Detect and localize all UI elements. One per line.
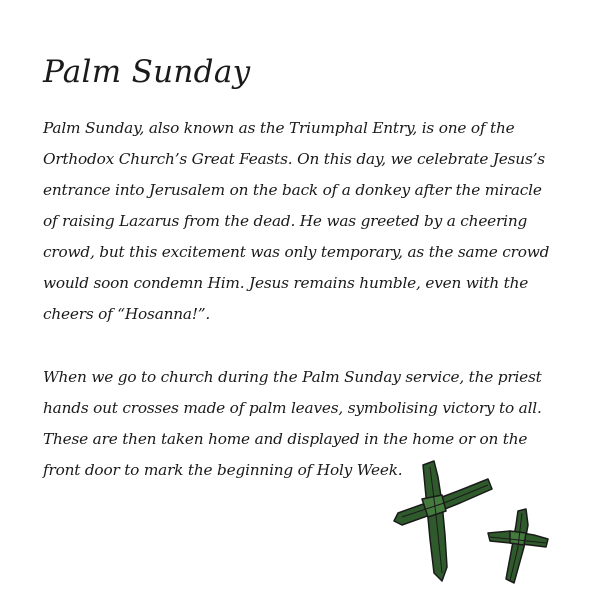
paragraph-intro — [43, 113, 549, 330]
palm-crosses-icon — [390, 455, 560, 595]
paragraph-line: of raising Lazarus from the dead. He was greeted by a cheering — [43, 212, 528, 230]
paragraph-line: hands out crosses made of palm leaves, symbolising victory to all. — [43, 399, 542, 417]
paragraph-line: front door to mark the beginning of Holy Week. — [43, 461, 403, 479]
paragraph-line: When we go to church during the Palm Sunday service, the priest — [43, 368, 542, 386]
paragraph-line: These are then taken home and displayed in the home or on the — [43, 430, 528, 448]
paragraph-line: entrance into Jerusalem on the back of a donkey after the miracle — [43, 181, 542, 199]
paragraph-line: would soon condemn Him. Jesus remains humble, even with the — [43, 274, 529, 292]
paragraph-line: Palm Sunday, also known as the Triumphal Entry, is one of the — [43, 119, 515, 137]
paragraph-line: crowd, but this excitement was only temporary, as the same crowd — [43, 243, 550, 261]
large-palm-cross — [394, 461, 492, 581]
paragraph-line: Orthodox Church’s Great Feasts. On this day, we celebrate Jesus’s — [43, 150, 545, 168]
page-title: Palm Sunday — [43, 54, 251, 90]
paragraph-line: cheers of “Hosanna!”. — [43, 305, 211, 323]
small-palm-cross — [488, 509, 548, 583]
